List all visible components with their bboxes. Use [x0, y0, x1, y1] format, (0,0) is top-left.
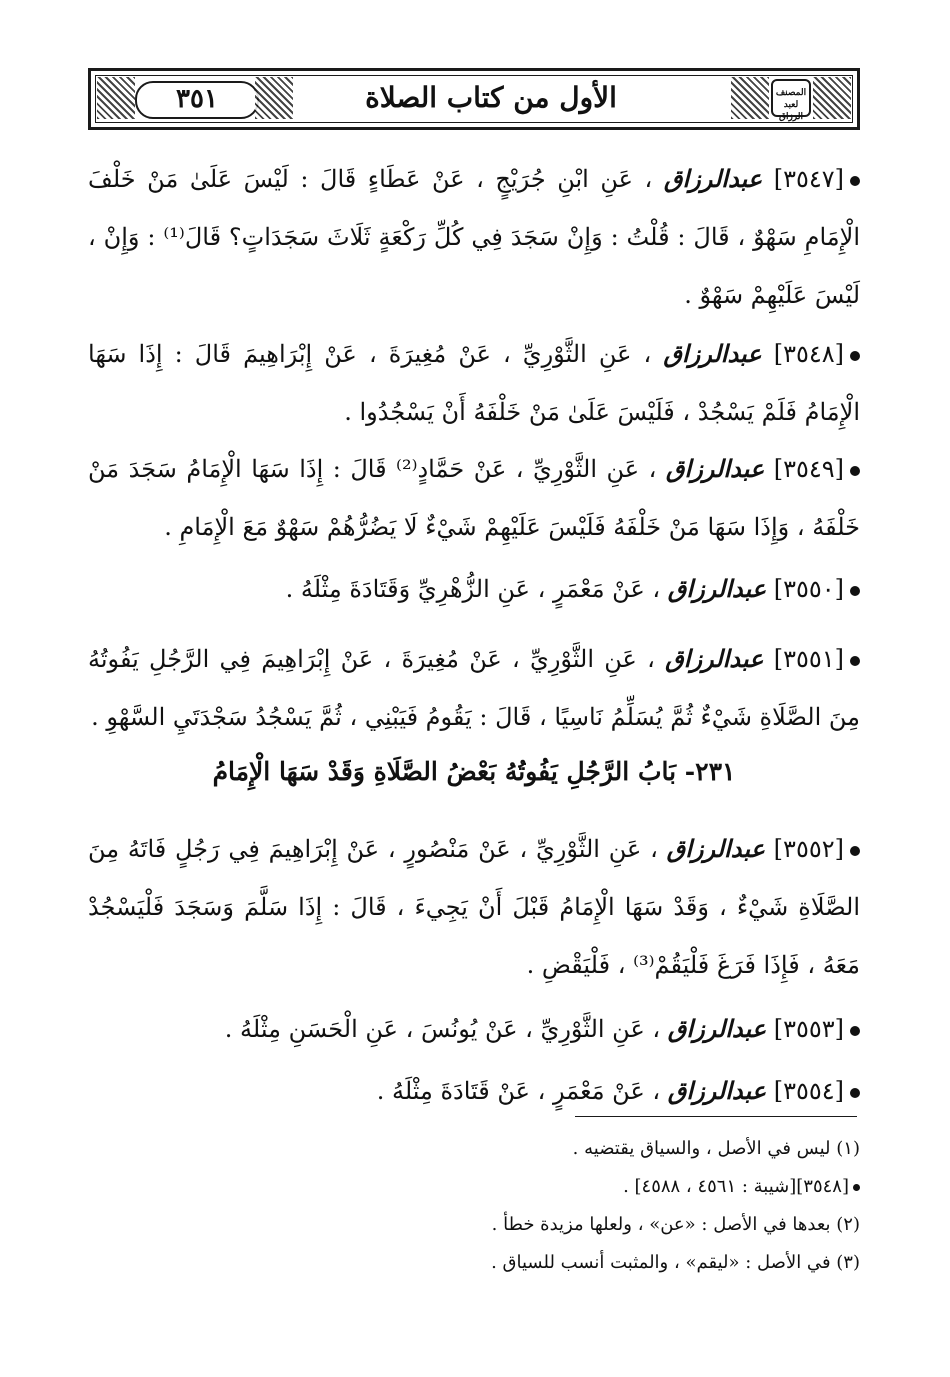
- hadith-text: ، عَنْ مَعْمَرٍ ، عَنْ قَتَادَةَ مِثْلَهُ .: [376, 1077, 661, 1105]
- running-title: الأول من كتاب الصلاة: [365, 81, 617, 114]
- footnote: (١) ليس في الأصل ، والسياق يقتضيه .: [572, 1138, 860, 1159]
- hadith-number: [٣٥٥٣]: [773, 1015, 844, 1043]
- hadith-entry: [88, 1000, 860, 1058]
- hadith-entry: [88, 1062, 860, 1120]
- hadith-text: ، عَنِ الثَّوْرِيِّ ، عَنْ مَنْصُورٍ ، عَنْ إِبْرَاهِيمَ فِي رَجُلٍ فَاتَهُ مِنَ الصَّلَاةِ شَيْءٌ ، وَقَدْ سَهَا الْإِمَامُ قَبْلَ أَنْ يَجِيءَ ، قَالَ : إِذَا سَلَّمَ وَسَجَدَ فَلْيَسْجُدْ مَعَهُ ، فَإِذَا فَرَغَ فَلْيَقُمْ⁽³⁾ ، فَلْيَقْضِ .: [88, 835, 860, 979]
- bullet-icon: [850, 586, 860, 596]
- hadith-number: [٣٥٥٤]: [773, 1077, 844, 1105]
- ornament-icon: [255, 77, 293, 119]
- footnote-divider: [575, 1116, 857, 1117]
- hadith-number: [٣٥٥٠]: [773, 575, 844, 603]
- hadith-entry: [88, 630, 860, 746]
- narrator-name: عبدالرزاق: [663, 164, 763, 193]
- narrator-name: عبدالرزاق: [667, 1076, 767, 1105]
- footnote: (٣) في الأصل : «ليقم» ، والمثبت أنسب للسياق .: [491, 1252, 860, 1273]
- hadith-number: [٣٥٤٨]: [773, 340, 844, 368]
- hadith-entry: [88, 150, 860, 324]
- hadith-number: [٣٥٤٩]: [773, 455, 844, 483]
- narrator-name: عبدالرزاق: [665, 644, 764, 673]
- narrator-name: عبدالرزاق: [667, 1014, 767, 1043]
- hadith-entry: [88, 560, 860, 618]
- narrator-name: عبدالرزاق: [666, 834, 765, 863]
- book-logo: المصنف لعبد الرزاق: [771, 79, 811, 117]
- narrator-name: عبدالرزاق: [663, 339, 762, 368]
- narrator-name: عبدالرزاق: [665, 454, 765, 483]
- footnote: (٢) بعدها في الأصل : «عن» ، ولعلها مزيدة خطأ .: [491, 1214, 860, 1235]
- bullet-icon: [850, 466, 860, 476]
- hadith-entry: [88, 440, 860, 556]
- hadith-number: [٣٥٤٧]: [773, 165, 844, 193]
- bullet-icon: [850, 351, 860, 361]
- hadith-text: ، عَنِ الثَّوْرِيِّ ، عَنْ حَمَّادٍ⁽²⁾ قَالَ : إِذَا سَهَا الْإِمَامُ سَجَدَ مَنْ خَلْفَهُ ، وَإِذَا سَهَا مَنْ خَلْفَهُ فَلَيْسَ عَلَيْهِمْ شَيْءٌ لَا يَضُرُّهُمْ سَهْوٌ مَعَ الْإِمَامِ .: [88, 455, 860, 541]
- bullet-icon: [850, 846, 860, 856]
- hadith-entry: [88, 325, 860, 441]
- page-header: [88, 68, 860, 130]
- hadith-text: ، عَنِ ابْنِ جُرَيْجٍ ، عَنْ عَطَاءٍ قَالَ : لَيْسَ عَلَىٰ مَنْ خَلْفَ الْإِمَامِ سَهْوٌ ، قَالَ : قُلْتُ : وَإِنْ سَجَدَ فِي كُلِّ رَكْعَةٍ ثَلَاثَ سَجَدَاتٍ؟ قَالَ⁽¹⁾ : وَإِنْ ، لَيْسَ عَلَيْهِمْ سَهْوٌ .: [88, 165, 861, 309]
- narrator-name: عبدالرزاق: [667, 574, 767, 603]
- footnote-reference-text: [٣٥٤٨][شيبة : ٤٥٦١ ، ٤٥٨٨] .: [623, 1176, 849, 1197]
- hadith-text: ، عَنِ الثَّوْرِيِّ ، عَنْ مُغِيرَةَ ، عَنْ إِبْرَاهِيمَ قَالَ : إِذَا سَهَا الْإِمَامُ فَلَمْ يَسْجُدْ ، فَلَيْسَ عَلَىٰ مَنْ خَلْفَهُ أَنْ يَسْجُدُوا .: [88, 340, 860, 426]
- footnotes: [88, 1130, 860, 1282]
- bullet-icon: [850, 1088, 860, 1098]
- ornament-icon: [813, 77, 851, 119]
- bullet-icon: [850, 176, 860, 186]
- ornament-icon: [97, 77, 135, 119]
- footnote-reference: [88, 1168, 860, 1206]
- chapter-heading: ٢٣١- بَابُ الرَّجُلِ يَفُوتُهُ بَعْضُ الصَّلَاةِ وَقَدْ سَهَا الْإِمَامُ: [212, 757, 736, 786]
- bullet-icon: [853, 1184, 860, 1191]
- hadith-number: [٣٥٥١]: [773, 645, 844, 673]
- bullet-icon: [850, 1026, 860, 1036]
- hadith-text: ، عَنِ الثَّوْرِيِّ ، عَنْ يُونُسَ ، عَنِ الْحَسَنِ مِثْلَهُ .: [224, 1015, 661, 1043]
- hadith-entry: [88, 820, 860, 994]
- hadith-text: ، عَنِ الثَّوْرِيِّ ، عَنْ مُغِيرَةَ ، عَنْ إِبْرَاهِيمَ فِي الرَّجُلِ يَفُوتُهُ مِنَ الصَّلَاةِ شَيْءٌ ثُمَّ يُسَلِّمُ نَاسِيًا ، قَالَ : يَقُومُ فَيَبْنِي ، ثُمَّ يَسْجُدُ سَجْدَتَيِ السَّهْوِ .: [88, 645, 860, 731]
- bullet-icon: [850, 656, 860, 666]
- page-number: ٣٥١: [135, 81, 259, 119]
- hadith-number: [٣٥٥٢]: [773, 835, 844, 863]
- ornament-icon: [731, 77, 769, 119]
- hadith-text: ، عَنْ مَعْمَرٍ ، عَنِ الزُّهْرِيِّ وَقَتَادَةَ مِثْلَهُ .: [285, 575, 661, 603]
